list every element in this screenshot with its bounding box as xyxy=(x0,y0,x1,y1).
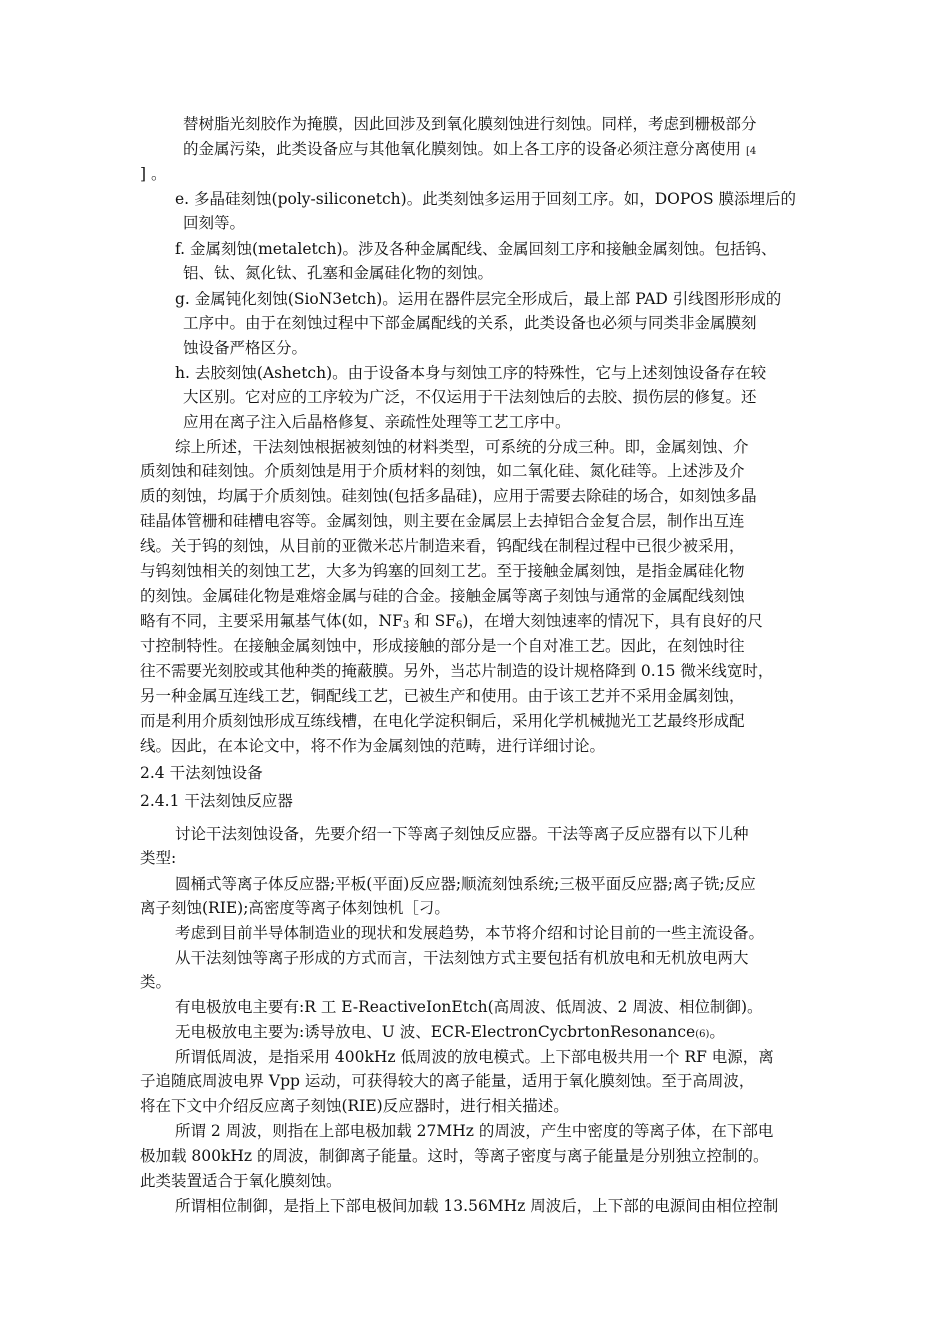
paragraph-line: 寸控制特性。在接触金属刻蚀中，形成接触的部分是一个自对准工艺。因此，在刻蚀时往 xyxy=(140,637,745,655)
list-item-f: f. 金属刻蚀(metaletch)。涉及各种金属配线、金属回刻工序和接触金属刻蚀。包括钨、 xyxy=(175,240,777,258)
paragraph-line: 类型: xyxy=(140,849,177,867)
paragraph-line: 极加载 800kHz 的周波，制御离子能量。这时，等离子密度与离子能量是分别独立控制的。 xyxy=(140,1147,769,1165)
text-run: )，在增大刻蚀速率的情况下，具有良好的尺 xyxy=(462,612,763,630)
paragraph-line: 类。 xyxy=(140,973,172,991)
paragraph-line: 从干法刻蚀等离子形成的方式而言，干法刻蚀方式主要包括有机放电和无机放电两大 xyxy=(175,949,749,967)
text-line: 回刻等。 xyxy=(183,214,246,232)
paragraph-line: 质刻蚀和硅刻蚀。介质刻蚀是用于介质材料的刻蚀，如二氧化硅、氮化硅等。上述涉及介 xyxy=(140,462,745,480)
paragraph-line: 考虑到目前半导体制造业的现状和发展趋势，本节将介绍和讨论目前的一些主流设备。 xyxy=(175,924,765,942)
paragraph-line: 离子刻蚀(RIE);高密度等离子体刻蚀机［刁。 xyxy=(140,899,450,917)
citation-ref: (6) xyxy=(695,1029,710,1040)
subscript: 3 xyxy=(402,620,410,631)
paragraph-line: 综上所述，干法刻蚀根据被刻蚀的材料类型，可系统的分成三种。即，金属刻蚀、介 xyxy=(175,438,749,456)
paragraph-line: 所谓相位制御，是指上下部电极间加载 13.56MHz 周波后，上下部的电源间由相位控制 xyxy=(175,1197,779,1215)
section-heading: 2.4 干法刻蚀设备 xyxy=(140,764,263,782)
text-line xyxy=(183,138,756,163)
text-line: ] 。 xyxy=(140,165,167,183)
paragraph-line: 线。因此，在本论文中，将不作为金属刻蚀的范畴，进行详细讨论。 xyxy=(140,737,606,755)
text-run: 。 xyxy=(709,1023,725,1041)
text-line: 铝、钛、氮化钛、孔塞和金属硅化物的刻蚀。 xyxy=(183,264,494,282)
paragraph-line: 质的刻蚀，均属于介质刻蚀。硅刻蚀(包括多晶硅)，应用于需要去除硅的场合，如刻蚀多晶 xyxy=(140,487,757,505)
list-item-h: h. 去胶刻蚀(Ashetch)。由于设备本身与刻蚀工序的特殊性，它与上述刻蚀设备存在较 xyxy=(175,364,767,382)
subscript: 6 xyxy=(455,620,463,631)
paragraph-line: 此类装置适合于氧化膜刻蚀。 xyxy=(140,1172,342,1190)
paragraph-line: 所谓 2 周波，则指在上部电极加载 27MHz 的周波，产生中密度的等离子体，在下部电 xyxy=(175,1122,774,1140)
text-line: 替树脂光刻胶作为掩膜，因此回涉及到氧化膜刻蚀进行刻蚀。同样，考虑到栅极部分 xyxy=(183,115,757,133)
paragraph-line: 线。关于钨的刻蚀，从目前的亚微米芯片制造来看，钨配线在制程过程中已很少被采用， xyxy=(140,537,745,555)
list-item-g: g. 金属钝化刻蚀(SioN3etch)。运用在器件层完全形成后，最上部 PAD 引线图形形成的 xyxy=(175,290,782,308)
paragraph-line: 与钨刻蚀相关的刻蚀工艺，大多为钨塞的回刻工艺。至于接触金属刻蚀，是指金属硅化物 xyxy=(140,562,745,580)
text-run: 无电极放电主要为:诱导放电、U 波、ECR-ElectronCycbrtonResonance xyxy=(175,1023,696,1041)
paragraph-line: 将在下文中介绍反应离子刻蚀(RIE)反应器时，进行相关描述。 xyxy=(140,1097,569,1115)
paragraph-line: 讨论干法刻蚀设备，先要介绍一下等离子刻蚀反应器。干法等离子反应器有以下儿种 xyxy=(175,825,749,843)
paragraph-line: 往不需要光刻胶或其他种类的掩蔽膜。另外，当芯片制造的设计规格降到 0.15 微米线宽时， xyxy=(140,662,774,680)
citation-ref: [4 xyxy=(745,146,757,157)
subsection-heading: 2.4.1 干法刻蚀反应器 xyxy=(140,792,293,810)
paragraph-line: 圆桶式等离子体反应器;平板(平面)反应器;顺流刻蚀系统;三极平面反应器;离子铣;反应 xyxy=(175,875,756,893)
text-run: 和 SF xyxy=(409,612,456,630)
text-line: 工序中。由于在刻蚀过程中下部金属配线的关系，此类设备也必须与同类非金属膜刻 xyxy=(183,314,757,332)
paragraph-line: 另一种金属互连线工艺，铜配线工艺，已被生产和使用。由于该工艺并不采用金属刻蚀， xyxy=(140,687,745,705)
text-run: 略有不同，主要采用氟基气体(如，NF xyxy=(140,612,403,630)
paragraph-line: 的刻蚀。金属硅化物是难熔金属与硅的合金。接触金属等离子刻蚀与通常的金属配线刻蚀 xyxy=(140,587,745,605)
paragraph-line: 有电极放电主要有:R 工 E-ReactiveIonEtch(高周波、低周波、2 周波、相位制御)。 xyxy=(175,998,763,1016)
text-line: 蚀设备严格区分。 xyxy=(183,339,308,357)
text-line: 大区别。它对应的工序较为广泛，不仅运用于干法刻蚀后的去胶、损伤层的修复。还 xyxy=(183,388,757,406)
text-line-body: 的金属污染，此类设备应与其他氧化膜刻蚀。如上各工序的设备必须注意分离使用 xyxy=(183,140,742,158)
paragraph-line xyxy=(140,610,763,632)
paragraph-line: 子追随底周波电界 Vpp 运动，可获得较大的离子能量，适用于氧化膜刻蚀。至于高周波， xyxy=(140,1072,755,1090)
paragraph-line: 所谓低周波，是指采用 400kHz 低周波的放电模式。上下部电极共用一个 RF 电源，离 xyxy=(175,1048,774,1066)
paragraph-line: 而是利用介质刻蚀形成互练线槽，在电化学淀积铜后，采用化学机械抛光工艺最终形成配 xyxy=(140,712,745,730)
text-line: 应用在离子注入后晶格修复、亲疏性处理等工艺工序中。 xyxy=(183,413,571,431)
paragraph-line xyxy=(175,1021,725,1046)
list-item-e: e. 多晶硅刻蚀(poly-siliconetch)。此类刻蚀多运用于回刻工序。如，DOPOS 膜添埋后的 xyxy=(175,190,797,208)
paragraph-line: 硅晶体管栅和硅槽电容等。金属刻蚀，则主要在金属层上去掉铝合金复合层，制作出互连 xyxy=(140,512,745,530)
